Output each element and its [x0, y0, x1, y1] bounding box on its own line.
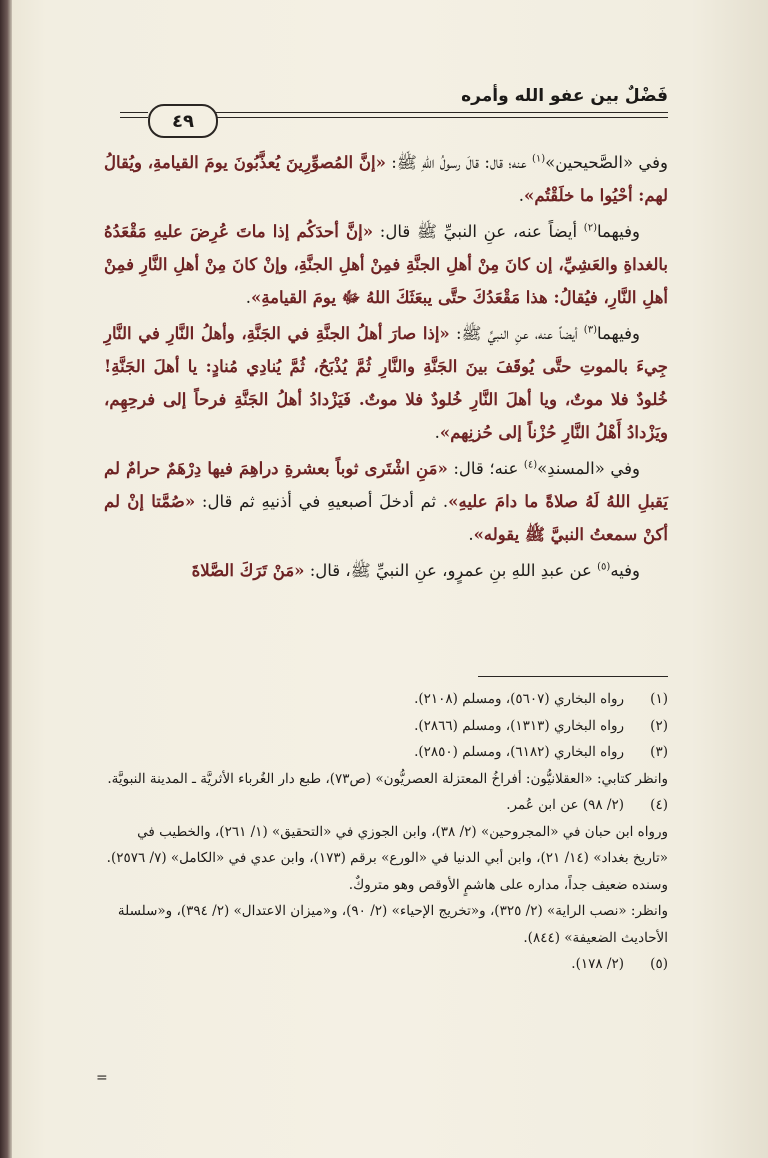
footnote-5: (٥) (٢/ ١٧٨).	[571, 956, 668, 972]
book-spine	[0, 0, 12, 1158]
hadith-quote: «صُمَّتا إنْ لم أكنْ سمعتُ النبيَّ ﷺ يقوله»	[104, 492, 668, 544]
page-number: ٤٩	[172, 110, 194, 132]
footnote-4: (٤) (٢/ ٩٨) عن ابن عُمر.	[506, 797, 668, 813]
hadith-quote: «إنَّ أحدَكُم إذا ماتَ عُرِضَ عليهِ مَقْعَدُهُ بالغداةِ والعَشِيِّ، إن كانَ مِنْ أهلِ الجنَّةِ فمِنْ أهلِ الجنَّةِ، وإنْ كانَ مِنْ أهلِ النَّارِ فمِنْ أهلِ النَّارِ، فيُقالُ: هذا مَقْعَدُكَ حتَّى يبعَثَكَ اللهُ ﷻ يومَ القيامةِ»	[104, 222, 668, 307]
footnote-ref-4: (٤)	[523, 459, 538, 471]
paragraph-4: وفي «المسندِ»$^{(٤)}$ عنه؛ قال: «مَنِ اشْتَرى ثوباً بعشرةِ دراهِمَ فيها دِرْهَمٌ حرامٌ لم يَقبلِ اللهُ لَهُ صلاةً ما دامَ عليهِ». ثم أدخلَ أصبعيهِ في أذنيهِ ثم قال: «صُمَّتا إنْ لم أكنْ سمعتُ النبيَّ ﷺ يقوله».	[104, 459, 668, 544]
footnote-ref-2: (٢)	[583, 222, 597, 234]
paragraph-3: وفيهما$^{(٣)}$ أيضاً عنه، عنِ النبيِّ ﷺ: «إذا صارَ أهلُ الجنَّةِ في الجَنَّةِ، وأهلُ النَّارِ في النَّارِ جِيءَ بالموتِ حتَّى يُوقَفَ بينَ الجَنَّةِ والنَّارِ ثُمَّ يُذْبَحُ، ثُمَّ يُنادِي مُنادٍ: يا أهلَ الجَنَّةِ! خُلودٌ فلا موتٌ، ويا أهلَ النَّارِ خُلودٌ فلا موتٌ. فَيَزْدادُ أهلُ الجَنَّةِ فرحاً إلى فرحِهِم، ويَزْدادُ أَهْلُ النَّارِ حُزْناً إلى حُزنِهم».	[104, 324, 668, 442]
page-number-frame	[148, 104, 218, 138]
footnote-ref-1: (١)	[531, 153, 546, 165]
footnote-3-continuation: وانظر كتابي: «العقلانيُّون: أفراخُ المعتزلة العصريُّون» (ص٧٣)، طبع دار الغُرباء الأثريَّة ـ المدينة النبويَّة.	[107, 770, 668, 787]
paragraph-2: وفيهما$^{(٢)}$ أيضاً عنه، عنِ النبيِّ ﷺ قال: «إنَّ أحدَكُم إذا ماتَ عُرِضَ عليهِ مَقْعَدُهُ بالغداةِ والعَشِيِّ، إن كانَ مِنْ أهلِ الجنَّةِ فمِنْ أهلِ الجنَّةِ، وإنْ كانَ مِنْ أهلِ النَّارِ فمِنْ أهلِ النَّارِ، فيُقالُ: هذا مَقْعَدُكَ حتَّى يبعَثَكَ اللهُ ﷻ يومَ القيامةِ».	[104, 222, 668, 307]
main-text	[104, 146, 668, 590]
footnote-3: (٣) رواه البخاري (٦١٨٢)، ومسلم (٢٨٥٠).	[414, 744, 668, 760]
header-rule-left-top	[120, 112, 148, 113]
hadith-quote: «مَنْ تَرَكَ الصَّلاةَ	[191, 561, 305, 580]
footnote-4-sources: ورواه ابن حبان في «المجروحين» (٢/ ٣٨)، وابن الجوزي في «التحقيق» (١/ ٢٦١)، والخطيب في «تاريخ بغداد» (١٤/ ٢١)، وابن أبي الدنيا في «الورع» برقم (١٧٣)، وابن عدي في «الكامل» (٧/ ٢٥٧٦).	[106, 823, 668, 866]
header-rule-top	[216, 112, 668, 113]
hadith-quote: «إذا صارَ أهلُ الجنَّةِ في الجَنَّةِ، وأهلُ النَّارِ في النَّارِ جِيءَ بالموتِ حتَّى يُوقَفَ بينَ الجَنَّةِ والنَّارِ ثُمَّ يُذْبَحُ، ثُمَّ يُنادِي مُنادٍ: يا أهلَ الجَنَّةِ! خُلودٌ فلا موتٌ، ويا أهلَ النَّارِ خُلودٌ فلا موتٌ. فَيَزْدادُ أهلُ الجَنَّةِ فرحاً إلى فرحِهِم، ويَزْدادُ أَهْلُ النَّارِ حُزْناً إلى حُزنِهم»	[104, 324, 668, 442]
header-rule-left-bottom	[120, 117, 148, 118]
paragraph-1: وفي «الصَّحيحين»$^{(١)}$ عنه؛ قال: قالَ رسولُ اللهِ ﷺ: «إنَّ المُصوِّرِينَ يُعذَّبُونَ يومَ القيامةِ، ويُقالُ لهم: أحْيُوا ما خلَقْتُم».	[104, 153, 669, 205]
page-header	[120, 86, 668, 140]
footnote-4-see-also: وانظر: «نصب الراية» (٢/ ٣٢٥)، و«تخريج الإحياء» (٢/ ٩٠)، و«ميزان الاعتدال» (٢/ ٣٩٤)، و«سلسلة الأحاديث الضعيفة» (٨٤٤).	[117, 903, 668, 946]
header-rule-bottom	[216, 117, 668, 118]
footnote-ref-3: (٣)	[583, 324, 597, 336]
footnote-2: (٢) رواه البخاري (١٣١٣)، ومسلم (٢٨٦٦).	[414, 717, 668, 734]
footnote-4-grading: وسنده ضعيف جداً، مداره على هاشمٍ الأوقص وهو متروكٌ.	[348, 876, 668, 893]
footnote-1: (١) رواه البخاري (٥٦٠٧)، ومسلم (٢١٠٨).	[414, 691, 668, 707]
footnote-separator	[478, 676, 668, 677]
hadith-quote: «مَنِ اشْتَرى ثوباً بعشرةِ دراهِمَ فيها دِرْهَمٌ حرامٌ لم يَقبلِ اللهُ لَهُ صلاةً ما دامَ عليهِ»	[104, 459, 668, 511]
running-title: فَضْلٌ بين عفو الله وأمره	[461, 86, 668, 106]
footnote-ref-5: (٥)	[597, 561, 611, 573]
footnotes	[104, 686, 668, 978]
margin-mark: =	[96, 1070, 108, 1086]
paragraph-5: وفيه$^{(٥)}$ عن عبدِ اللهِ بنِ عمرٍو، عنِ النبيِّ ﷺ، قال: «مَنْ تَرَكَ الصَّلاةَ	[191, 561, 640, 580]
hadith-quote: «إنَّ المُصوِّرِينَ يُعذَّبُونَ يومَ القيامةِ، ويُقالُ لهم: أحْيُوا ما خلَقْتُم»	[104, 153, 668, 205]
